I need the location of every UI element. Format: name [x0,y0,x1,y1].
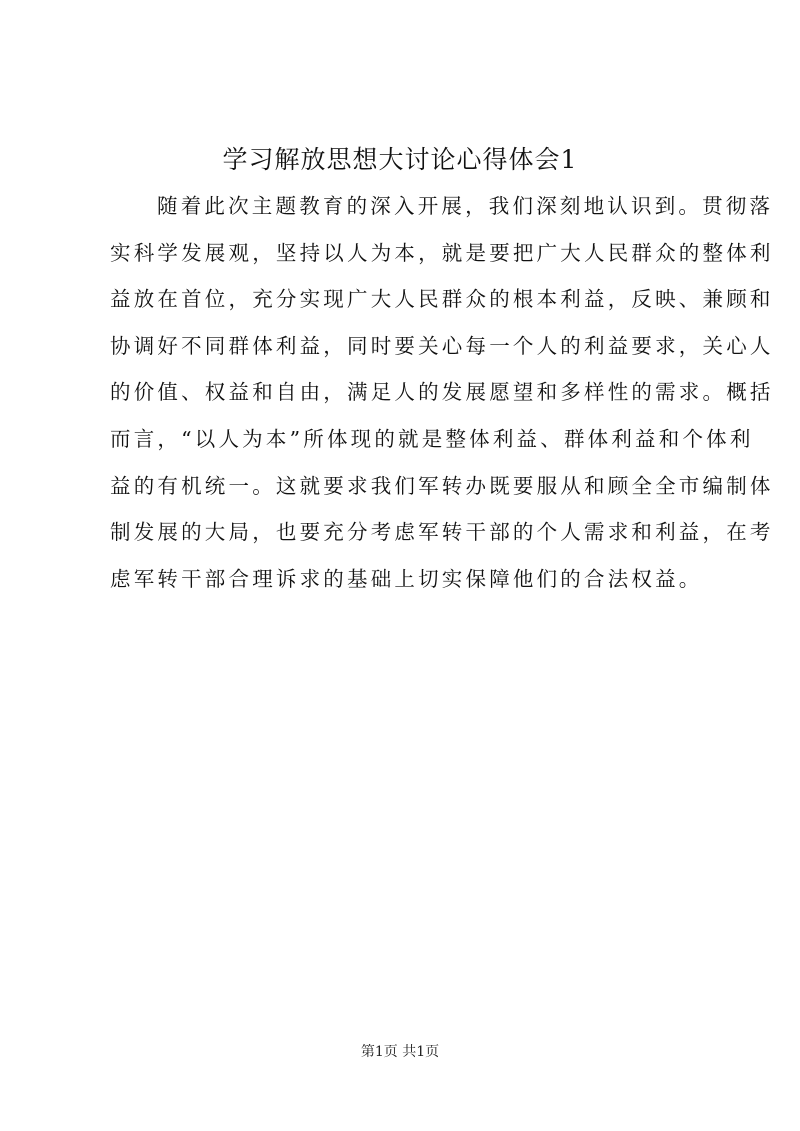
paragraph-line: 随着此次主题教育的深入开展，我们深刻地认识到。贯彻落 [157,194,774,218]
paragraph-line: 虑军转干部合理诉求的基础上切实保障他们的合法权益。 [110,566,703,591]
paragraph-line: 益放在首位，充分实现广大人民群众的根本利益，反映、兼顾和 [110,287,774,312]
document-title: 学习解放思想大讨论心得体会1 [222,145,578,174]
paragraph-line: 协调好不同群体利益，同时要关心每一个人的利益要求，关心人 [110,333,774,358]
page-footer: 第1页 共1页 [360,1044,440,1060]
paragraph-line: 的价值、权益和自由，满足人的发展愿望和多样性的需求。概括 [110,380,774,405]
paragraph-line: 益的有机统一。这就要求我们军转办既要服从和顾全全市编制体 [110,473,774,498]
paragraph-line: 实科学发展观，坚持以人为本，就是要把广大人民群众的整体利 [110,240,774,265]
paragraph-line: 而言，“以人为本”所体现的就是整体利益、群体利益和个体利 [110,426,754,451]
paragraph-line: 制发展的大局，也要充分考虑军转干部的个人需求和利益，在考 [110,520,774,545]
body-paragraph [110,183,774,602]
